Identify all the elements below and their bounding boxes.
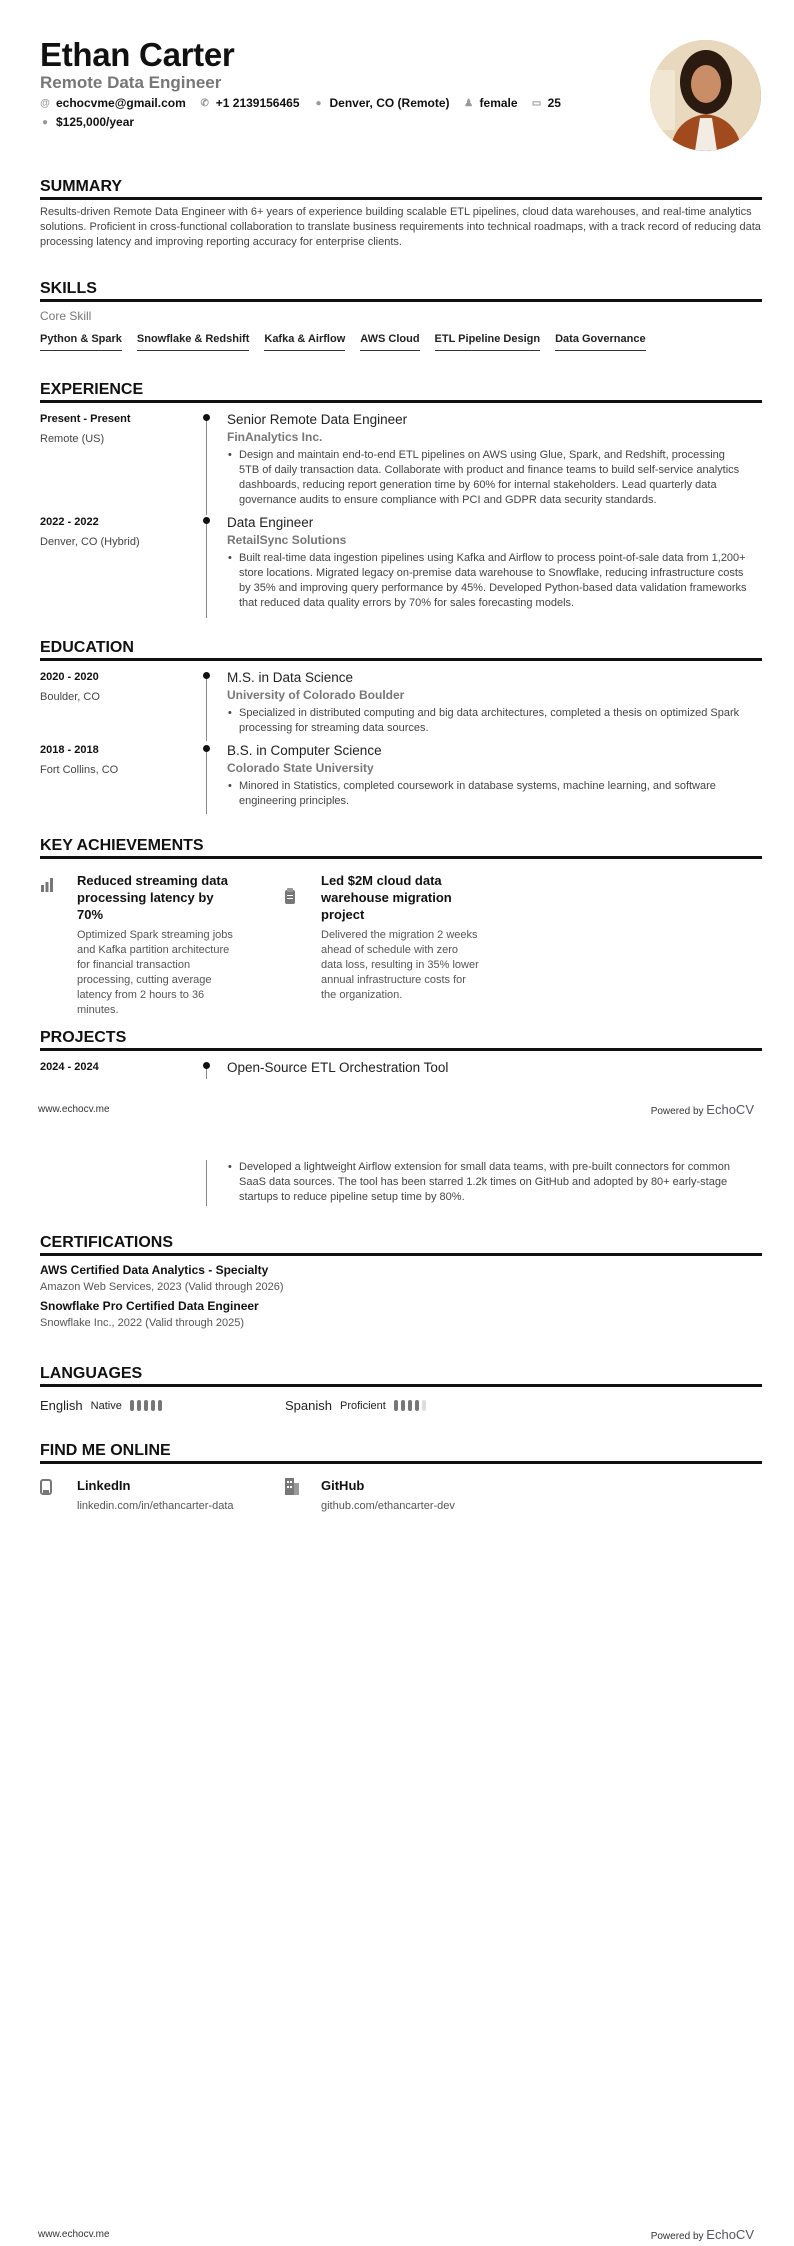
section-heading: SKILLS	[40, 280, 762, 302]
language-level: Native	[90, 1399, 122, 1412]
experience-entry	[40, 516, 762, 620]
skill-group-label: Core Skill	[40, 309, 92, 323]
entry-location: Remote (US)	[40, 433, 105, 445]
rating-pip	[408, 1400, 412, 1411]
language-rating	[130, 1400, 162, 1411]
cert-name: Snowflake Pro Certified Data Engineer	[40, 1299, 259, 1313]
entry-location: Denver, CO (Hybrid)	[40, 536, 140, 548]
summary-section	[40, 178, 762, 250]
skill-tag: Data Governance	[555, 333, 645, 351]
cert-name: AWS Certified Data Analytics - Specialty	[40, 1263, 269, 1277]
salary-icon: ●	[41, 116, 49, 128]
entry-title: Senior Remote Data Engineer	[227, 412, 408, 427]
skill-tag: Kafka & Airflow	[264, 333, 345, 351]
rating-pip	[130, 1400, 134, 1411]
rating-pip	[137, 1400, 141, 1411]
achievement-item	[40, 872, 240, 1018]
section-heading: SUMMARY	[40, 178, 762, 200]
contact-salary	[40, 115, 134, 129]
avatar	[650, 40, 761, 151]
achievements-section	[40, 837, 762, 1017]
education-entry	[40, 744, 762, 816]
entry-bullet: • Design and maintain end-to-end ETL pipelines on AWS using Glue, Spark, and Redshift, processing 5TB of daily transaction data. Collaborate with product and finance teams to build self-service analytics dashboards, reducing report generation time by 60% for internal stakeholders. Lead quarterly data governance audits to ensure compliance with PCI and GDPR data security standards.	[227, 448, 747, 508]
timeline-dot	[203, 1062, 210, 1069]
contact-email[interactable]	[40, 96, 186, 110]
projects-section	[40, 1029, 762, 1089]
entry-bullet: • Specialized in distributed computing and big data architectures, completed a thesis on optimized Spark processing for streaming data sources.	[227, 706, 747, 736]
section-heading: CERTIFICATIONS	[40, 1234, 762, 1256]
rating-pip	[151, 1400, 155, 1411]
job-title: Remote Data Engineer	[40, 73, 222, 92]
entry-degree: B.S. in Computer Science	[227, 743, 382, 758]
entry-location: Boulder, CO	[40, 691, 100, 703]
entry-school: University of Colorado Boulder	[227, 688, 405, 702]
language-level: Proficient	[339, 1399, 386, 1412]
achievement-text: Delivered the migration 2 weeks ahead of schedule with zero data loss, resulting in 35% lower annual infrastructure costs for the organization.	[321, 929, 479, 1001]
cert-detail: Snowflake Inc., 2022 (Valid through 2025)	[40, 1317, 245, 1329]
at-icon: @	[40, 97, 50, 109]
section-heading: LANGUAGES	[40, 1365, 762, 1387]
gender-text: female	[479, 96, 518, 110]
language-item	[285, 1398, 426, 1413]
location-icon: ●	[315, 97, 322, 109]
entry-company: RetailSync Solutions	[227, 533, 347, 547]
language-name: English	[40, 1398, 83, 1413]
achievement-title: Led $2M cloud data warehouse migration project	[321, 873, 452, 922]
timeline-line	[206, 518, 207, 618]
timeline-line	[206, 1160, 207, 1206]
experience-section	[40, 381, 762, 621]
entry-school: Colorado State University	[227, 761, 374, 775]
bookmark-icon	[40, 1479, 52, 1498]
email-text: echocvme@gmail.com	[56, 96, 186, 110]
entry-title: Data Engineer	[227, 515, 314, 530]
footer-powered-by	[651, 1102, 754, 1117]
profile-name: GitHub	[321, 1478, 365, 1493]
profile-link-github[interactable]	[284, 1477, 484, 1514]
bar-chart-icon	[40, 878, 54, 895]
skill-tag: AWS Cloud	[360, 333, 419, 351]
experience-entry	[40, 413, 762, 517]
entry-bullet: • Built real-time data ingestion pipelines using Kafka and Airflow to process point-of-sale data from 1,200+ store locations. Migrated legacy on-premise data warehouse to Snowflake, reducing infrastructure costs by 35% and improving query performance by 45%. Developed Python-based data validation frameworks that reduced data quality errors by 70% for sales forecasting models.	[227, 551, 747, 611]
contact-gender	[464, 96, 518, 110]
timeline-line	[206, 746, 207, 814]
timeline-dot	[203, 414, 210, 421]
contact-info	[40, 96, 600, 129]
rating-pip	[394, 1400, 398, 1411]
phone-text: +1 2139156465	[215, 96, 300, 110]
contact-location	[314, 96, 450, 110]
online-section	[40, 1442, 762, 1522]
timeline-dot	[203, 672, 210, 679]
timeline-dot	[203, 745, 210, 752]
footer-site-link[interactable]: www.echocv.me	[38, 2229, 110, 2240]
brand-logo[interactable]: EchoCV	[706, 2227, 754, 2242]
summary-text: Results-driven Remote Data Engineer with 6+ years of experience building scalable ETL pipelines, cloud data warehouses, and real-time analytics solutions. Proficient in cross-functional collaboration to translate business requirements into technical roadmaps, with a track record of reducing data processing latency and improving reporting accuracy for enterprise clients.	[40, 206, 761, 248]
skills-section	[40, 280, 762, 351]
person-icon: ♟	[464, 97, 474, 109]
section-heading: PROJECTS	[40, 1029, 762, 1051]
certifications-section	[40, 1234, 762, 1329]
clipboard-icon	[284, 888, 296, 907]
project-title: Open-Source ETL Orchestration Tool	[227, 1060, 449, 1075]
entry-date: 2024 - 2024	[40, 1061, 99, 1073]
candidate-name: Ethan Carter	[40, 36, 235, 73]
section-heading: EXPERIENCE	[40, 381, 762, 403]
footer-powered-by	[651, 2227, 754, 2242]
rating-pip	[401, 1400, 405, 1411]
achievement-item	[284, 872, 484, 1003]
entry-date: 2018 - 2018	[40, 744, 99, 756]
calendar-icon: ▭	[531, 97, 542, 109]
achievement-text: Optimized Spark streaming jobs and Kafka partition architecture for financial transaction processing, cutting average latency from 2 hours to 36 minutes.	[77, 929, 233, 1016]
entry-company: FinAnalytics Inc.	[227, 430, 323, 444]
contact-phone[interactable]	[200, 96, 300, 110]
phone-icon: ✆	[200, 97, 209, 109]
section-heading: EDUCATION	[40, 639, 762, 661]
timeline-line	[206, 415, 207, 515]
building-icon	[284, 1477, 300, 1498]
location-text: Denver, CO (Remote)	[329, 96, 450, 110]
project-entry	[40, 1061, 762, 1091]
skill-tag: Snowflake & Redshift	[137, 333, 249, 351]
profile-url[interactable]: github.com/ethancarter-dev	[321, 1500, 455, 1512]
cert-detail: Amazon Web Services, 2023 (Valid through 2026)	[40, 1281, 284, 1293]
rating-pip	[415, 1400, 419, 1411]
powered-by-label: Powered by	[650, 2231, 704, 2242]
skill-tag: Python & Spark	[40, 333, 122, 351]
section-heading: FIND ME ONLINE	[40, 1442, 762, 1464]
entry-degree: M.S. in Data Science	[227, 670, 354, 685]
profile-name: LinkedIn	[77, 1478, 131, 1493]
entry-date: 2020 - 2020	[40, 671, 99, 683]
achievement-title: Reduced streaming data processing latency by 70%	[77, 873, 228, 922]
contact-age	[532, 96, 561, 110]
languages-section	[40, 1365, 762, 1415]
skill-tag: ETL Pipeline Design	[435, 333, 541, 351]
entry-location: Fort Collins, CO	[40, 764, 119, 776]
rating-pip	[422, 1400, 426, 1411]
language-item	[40, 1398, 162, 1413]
entry-bullet: • Minored in Statistics, completed coursework in database systems, machine learning, and software engineering principles.	[227, 779, 747, 809]
entry-date: Present - Present	[40, 413, 131, 425]
powered-by-label: Powered by	[650, 1106, 704, 1117]
timeline-dot	[203, 517, 210, 524]
language-rating	[394, 1400, 426, 1411]
brand-logo[interactable]: EchoCV	[706, 1102, 754, 1117]
language-name: Spanish	[285, 1398, 332, 1413]
profile-url[interactable]: linkedin.com/in/ethancarter-data	[77, 1500, 234, 1512]
section-heading: KEY ACHIEVEMENTS	[40, 837, 762, 859]
education-section	[40, 639, 762, 819]
rating-pip	[144, 1400, 148, 1411]
timeline-line	[206, 673, 207, 741]
entry-date: 2022 - 2022	[40, 516, 99, 528]
age-text: 25	[547, 96, 561, 110]
project-bullet: • Developed a lightweight Airflow extension for small data teams, with pre-built connectors for common SaaS data sources. The tool has been starred 1.2k times on GitHub and adopted by 80+ early-stage startups to reduce pipeline setup time by 80%.	[227, 1160, 747, 1205]
footer-site-link[interactable]: www.echocv.me	[38, 1104, 110, 1115]
salary-text: $125,000/year	[56, 115, 135, 129]
rating-pip	[158, 1400, 162, 1411]
education-entry	[40, 671, 762, 743]
project-entry-continued	[40, 1160, 762, 1206]
profile-link-linkedin[interactable]	[40, 1477, 240, 1514]
